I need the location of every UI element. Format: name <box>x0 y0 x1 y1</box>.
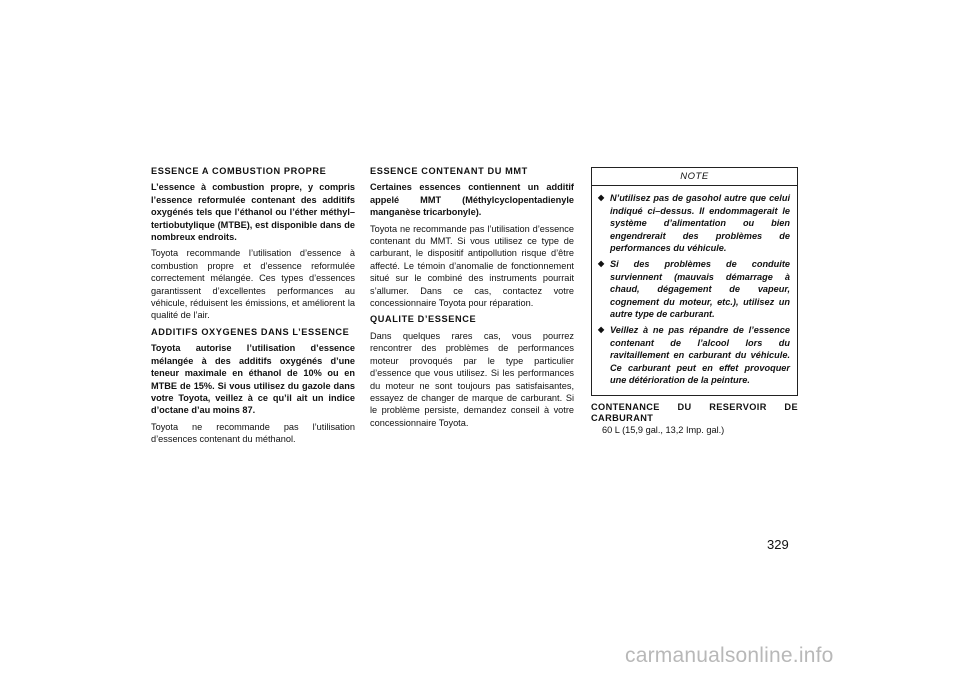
column-middle <box>370 165 574 433</box>
watermark: carmanualsonline.info <box>625 644 834 667</box>
heading-mmt: ESSENCE CONTENANT DU MMT <box>370 166 528 176</box>
note-item <box>598 192 790 254</box>
diamond-bullet-icon: ◆ <box>598 193 605 203</box>
note-box <box>591 167 798 396</box>
column-left <box>151 165 355 450</box>
paragraph-mmt-recommend: Toyota ne recommande pas l’utilisation d’essence contenant du MMT. Si vous utilisez ce type de carburant, le dispositif antipollution risque d’être affecté. Le témoin d’anomalie de fonctionnement situé sur le combiné des instruments pourrait s’allumer. Dans ce cas, contactez votre concessionnaire Toyota pour réparation. <box>370 223 574 309</box>
paragraph-clean-fuel-recommend: Toyota recommande l’utilisation d’essence à combustion propre et d’essence reformulée correctement mélangée. Ces types d’essences garantissent d’excellentes performances au véhicule, réduisent les émissions, et améliorent la qualité de l’air. <box>151 248 355 321</box>
paragraph-mmt-intro: Certaines essences contiennent un additif appelé MMT (Méthylcyclopentadienyle manganèse tricarbonyle). <box>370 182 574 218</box>
heading-tank-capacity: CONTENANCE DU RESERVOIR DE CARBURANT <box>591 401 798 423</box>
note-item-text: Si des problèmes de conduite surviennent (mauvais démarrage à chaud, dégagement de vapeur, cognement du moteur, etc.), utilisez un autre type de carburant. <box>610 259 790 320</box>
note-title: NOTE <box>592 168 797 186</box>
heading-oxygenates: ADDITIFS OXYGENES DANS L’ESSENCE <box>151 326 350 337</box>
heading-clean-fuel: ESSENCE A COMBUSTION PROPRE <box>151 166 327 176</box>
paragraph-oxygenates-allowed: Toyota autorise l’utilisation d’essence mélangée à des additifs oxygénés d’une teneur maximale en éthanol de 10% ou en MTBE de 15%. Si vous utilisez du gazole dans votre Toyota, veillez à ce qu’il ait un indice d’octane d’au moins 87. <box>151 343 355 416</box>
note-item-text: Veillez à ne pas répandre de l’essence contenant de l’alcool lors du ravitaillement en carburant du véhicule. Ce carburant peut en effet provoquer une détérioration de la peinture. <box>610 325 790 386</box>
diamond-bullet-icon: ◆ <box>598 259 605 269</box>
note-item <box>598 258 790 320</box>
note-body <box>592 186 797 394</box>
note-item-text: N’utilisez pas de gasohol autre que celui indiqué ci–dessus. Il endommagerait le système d’alimentation ou bien engendrerait des problèmes de performances du véhicule. <box>610 193 790 254</box>
heading-fuel-quality: QUALITE D’ESSENCE <box>370 314 477 325</box>
paragraph-methanol: Toyota ne recommande pas l’utilisation d’essences contenant du méthanol. <box>151 421 355 445</box>
paragraph-fuel-quality: Dans quelques rares cas, vous pourrez rencontrer des problèmes de performances moteur provoqués par le type particulier d’essence que vous utilisez. Si les performances du moteur ne sont toujours pas satisfaisantes, essayez de changer de marque de carburant. Si le problème persiste, demandez conseil à votre concessionnaire Toyota. <box>370 330 574 428</box>
column-right <box>591 167 798 436</box>
paragraph-clean-fuel-intro: L’essence à combustion propre, y compris l’essence reformulée contenant des additifs oxygénés tels que l’éthanol ou l’éther méthyl–tertiobutylique (MTBE), est disponible dans de nombreux endroits. <box>151 182 355 243</box>
page-number: 329 <box>767 537 789 552</box>
diamond-bullet-icon: ◆ <box>598 325 605 335</box>
tank-capacity-value: 60 L (15,9 gal., 13,2 Imp. gal.) <box>602 424 725 435</box>
note-item <box>598 324 790 386</box>
